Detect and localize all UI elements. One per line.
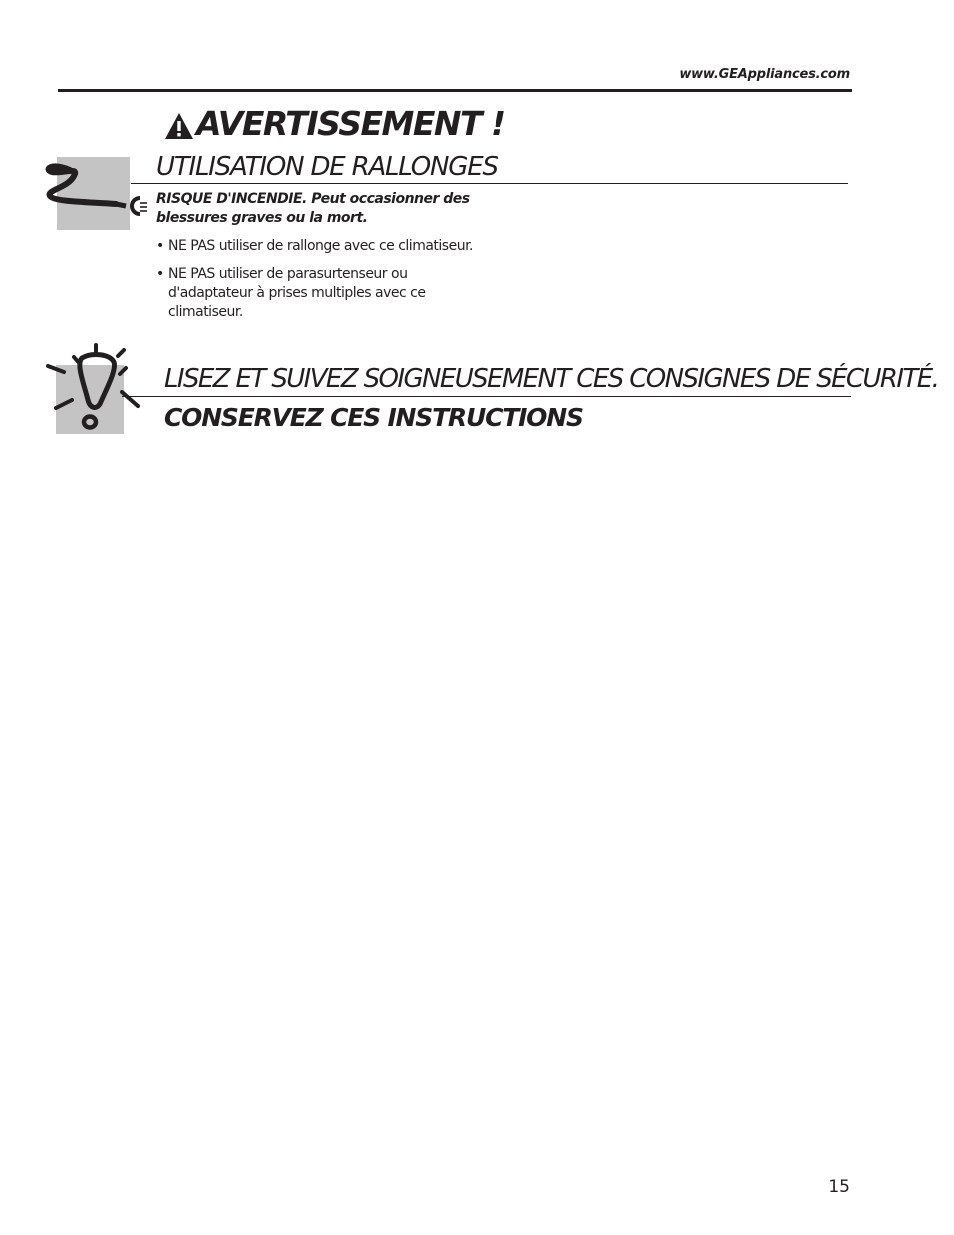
warning-heading [164, 104, 505, 144]
list-item [156, 237, 516, 256]
bullet: • [156, 266, 164, 282]
extension-cord-icon [40, 152, 152, 232]
bullet: • [156, 238, 164, 254]
safety-divider [122, 396, 851, 397]
list-item-text: NE PAS utiliser de parasurtenseur ou d'adaptateur à prises multiples avec ce climatiseur. [168, 266, 426, 320]
warning-triangle-icon [164, 111, 194, 141]
list-item-text: NE PAS utiliser de rallonge avec ce climatiseur. [168, 238, 473, 254]
list-item [156, 265, 456, 322]
section-title: UTILISATION DE RALLONGES [156, 152, 498, 182]
read-follow-safety-heading: LISEZ ET SUIVEZ SOIGNEUSEMENT CES CONSIGNES DE SÉCURITÉ. [164, 364, 939, 394]
section-divider [131, 183, 848, 184]
site-url: www.GEAppliances.com [679, 67, 850, 82]
top-divider [58, 89, 852, 92]
warning-title: AVERTISSEMENT ! [196, 104, 505, 143]
fire-risk-warning: RISQUE D'INCENDIE. Peut occasionner des blessures graves ou la mort. [156, 191, 470, 226]
save-instructions-heading: CONSERVEZ CES INSTRUCTIONS [164, 403, 583, 432]
exclamation-alert-icon [40, 340, 144, 440]
page-number: 15 [828, 1177, 850, 1197]
